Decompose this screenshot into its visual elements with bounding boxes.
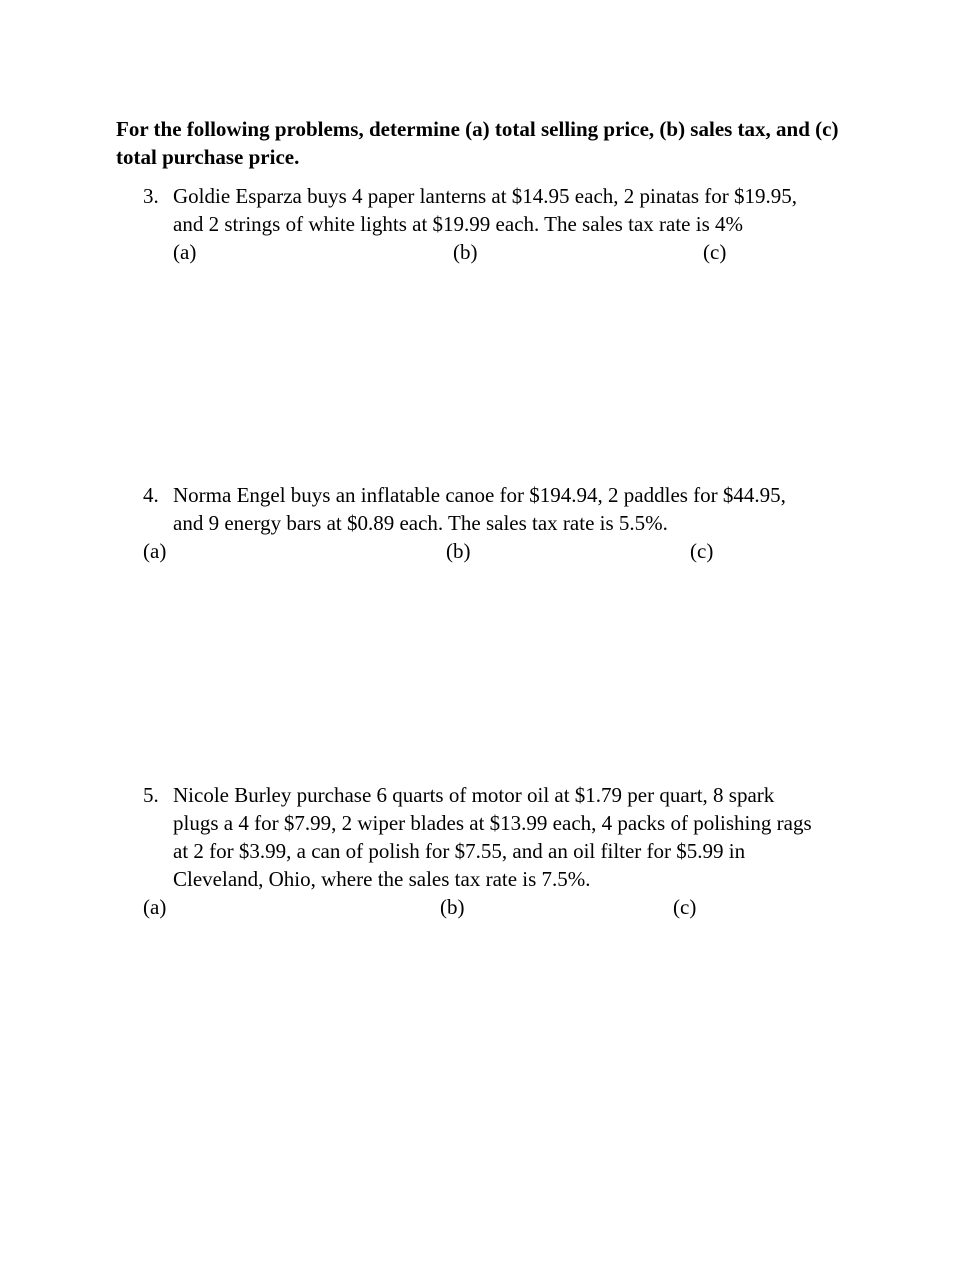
problem-3 [143, 182, 873, 266]
problem-number: 4. [143, 483, 159, 507]
answer-label-c: (c) [703, 240, 727, 264]
answer-row [143, 537, 873, 565]
answer-row [143, 893, 873, 921]
problem-4 [143, 481, 873, 565]
answer-label-b: (b) [440, 895, 465, 919]
answer-label-b: (b) [453, 240, 478, 264]
problem-text: Goldie Esparza buys 4 paper lanterns at $14.95 each, 2 pinatas for $19.95, and 2 strings of white lights at $19.99 each. The sales tax rate is 4% [173, 184, 797, 236]
answer-label-c: (c) [690, 539, 714, 563]
problem-number: 5. [143, 783, 159, 807]
answer-label-b: (b) [446, 539, 471, 563]
answer-row [143, 238, 873, 266]
answer-label-a: (a) [173, 240, 197, 264]
answer-label-c: (c) [673, 895, 697, 919]
problem-text: Norma Engel buys an inflatable canoe for $194.94, 2 paddles for $44.95, and 9 energy bars at $0.89 each. The sales tax rate is 5.5%. [173, 483, 786, 535]
answer-label-a: (a) [143, 895, 167, 919]
problem-number: 3. [143, 184, 159, 208]
answer-label-a: (a) [143, 539, 167, 563]
problem-text: Nicole Burley purchase 6 quarts of motor oil at $1.79 per quart, 8 spark plugs a 4 for $7.99, 2 wiper blades at $13.99 each, 4 packs of polishing rags at 2 for $3.99, a can of polish for $7.55, and an oil filter for $5.99 in Cleveland, Ohio, where the sales tax rate is 7.5%. [173, 783, 812, 891]
problem-5 [143, 781, 873, 921]
instructions-heading: For the following problems, determine (a) total selling price, (b) sales tax, and (c) total purchase price. [116, 117, 839, 169]
